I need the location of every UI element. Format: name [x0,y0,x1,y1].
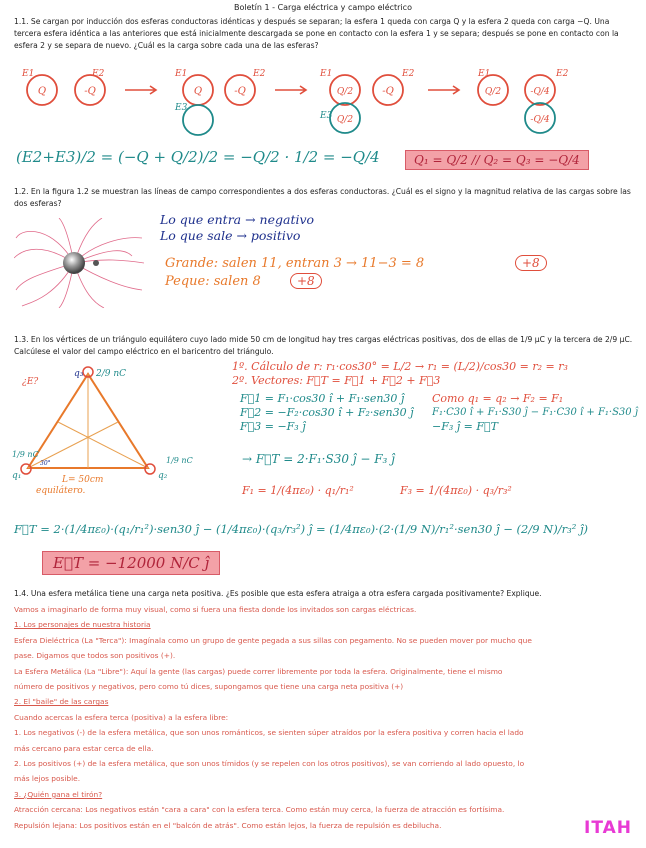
svg-text:E3: E3 [320,111,333,121]
svg-text:L= 50cm: L= 50cm [62,475,104,485]
answer-line: La Esfera Metálica (La "Libre"): Aquí la gente (las cargas) puede correr libremente por toda la esfera. Originalmente, tiene el mismo [14,666,503,676]
svg-text:Q: Q [193,86,203,97]
answer-line: Repulsión lejana: Los positivos están en el "balcón de atrás". Como están lejos, la fuerza de repulsión es debilucha. [14,820,442,830]
svg-text:E1: E1 [175,69,188,79]
svg-text:2/9 nC: 2/9 nC [96,369,127,379]
answer-line: Atracción cercana: Los negativos están "cara a cara" con la esfera terca. Como están muy cerca, la fuerza de atracción es fortísima. [14,805,505,815]
question-1-3: 1.3. En los vértices de un triángulo equilátero cuyo lado mide 50 cm de longitud hay tres cargas eléctricas positivas, dos de ellas de 1/9 µC y la tercera de 2/9 µC. Calcúlese el valor del campo eléctrico en el baricentro del triángulo. [14,335,633,356]
vector-f3: F⃗3 = −F₃ ĵ [240,420,306,433]
label-e1: E1 [22,69,35,79]
rule-block [160,212,314,244]
step-1: 1º. Cálculo de r: r₁·cos30° = L/2 → r₁ = (L/2)/cos30 = r₂ = r₃ [232,360,568,373]
vector-f1: F⃗1 = F₁·cos30 î + F₁·sen30 ĵ [240,392,405,405]
grande-result: +8 [515,255,547,271]
svg-text:E2: E2 [253,69,266,79]
svg-text:Q: Q [37,86,47,97]
sum-line-2: −F₃ ĵ = F⃗T [432,420,498,433]
answer-line: 2. El "baile" de las cargas [14,697,109,707]
svg-text:Q/2: Q/2 [336,87,354,97]
peque-line: Peque: salen 8 [165,274,261,289]
grande-line: Grande: salen 11, entran 3 → 11−3 = 8 [165,256,425,271]
large-sphere [63,252,85,274]
svg-text:q₁: q₁ [12,471,22,481]
rule-positive: Lo que sale → positivo [160,228,301,243]
como-line: Como q₁ = q₂ → F₂ = F₁ [432,392,564,405]
svg-text:-Q: -Q [84,86,96,97]
brand-logo: ITAH [584,818,632,838]
question-1-1: 1.1. Se cargan por inducción dos esferas conductoras idénticas y después se separan; la esfera 1 queda con carga Q y la esfera 2 queda con carga −Q. Una tercera esfera idéntica a las anteriores que está inicialmente descargada se pone en contacto con la esfera 1 y se separa; después se pone en contacto con la esfera 2 y se separa de nuevo. ¿Cuál es la carga sobre cada una de las esferas? [14,17,619,50]
result-1-1: Q₁ = Q/2 // Q₂ = Q₃ = −Q/4 [405,150,589,170]
triangle-diagram [10,362,225,497]
answer-line: más lejos posible. [14,774,81,784]
f1-formula: F₁ = 1/(4πε₀) · q₁/r₁² [242,484,354,497]
f3-formula: F₃ = 1/(4πε₀) · q₃/r₃² [400,484,512,497]
question-1-2: 1.2. En la figura 1.2 se muestran las líneas de campo correspondientes a dos esferas conductoras. ¿Cuál es el signo y la magnitud relativa de las cargas sobre las dos esferas? [14,187,631,208]
vector-list [240,392,414,434]
answer-line: más cercano para estar cerca de ella. [14,743,154,753]
answer-line: pase. Digamos que todos son positivos (+). [14,651,176,661]
svg-text:E1: E1 [320,69,333,79]
svg-text:equilátero.: equilátero. [36,486,86,496]
final-expression: F⃗T = 2·(1/4πε₀)·(q₁/r₁²)·sen30 ĵ − (1/4πε₀)·(q₃/r₃²) ĵ = (1/4πε₀)·(2·(1/9 N)/r₁²·sen30 ĵ − (2/9 N)/r₃² ĵ) [14,522,589,536]
step-2: 2º. Vectores: F⃗T = F⃗1 + F⃗2 + F⃗3 [232,374,441,387]
solution-1-3 [232,360,642,388]
svg-text:E1: E1 [478,69,491,79]
ft-line: → F⃗T = 2·F₁·S30 ĵ − F₃ ĵ [242,452,395,466]
answer-line: número de positivos y negativos, pero como tú dices, supongamos que tiene una carga neta positiva (+) [14,682,404,692]
answer-line: Vamos a imaginarlo de forma muy visual, como si fuera una fiesta donde los invitados son cargas eléctricas. [14,605,417,614]
svg-text:-Q/4: -Q/4 [530,115,550,125]
sum-line-1: F₁·C30 î + F₁·S30 ĵ − F₁·C30 î + F₁·S30 ĵ [432,407,638,418]
field-lines-figure [14,218,144,308]
answer-line: 1. Los negativos (-) de la esfera metálica, que son unos románticos, se sienten súper atraídos por la esfera positiva y corren hacia el lado [14,728,524,738]
svg-text:30°: 30° [40,460,51,467]
svg-text:¿E?: ¿E? [22,377,39,387]
svg-text:q₃: q₃ [74,369,84,379]
document-title: Boletín 1 - Carga eléctrica y campo eléctrico [234,3,412,12]
result-1-3: E⃗T = −12000 N/C ĵ [42,551,220,575]
label-e2: E2 [92,69,105,79]
svg-text:1/9 nC: 1/9 nC [12,450,39,459]
svg-text:-Q/4: -Q/4 [530,87,550,97]
vector-f2: F⃗2 = −F₂·cos30 î + F₂·sen30 ĵ [240,406,414,419]
question-1-4: 1.4. Una esfera metálica tiene una carga neta positiva. ¿Es posible que esta esfera atraiga a otra esfera cargada positivamente? Explique. [14,589,542,598]
svg-text:E2: E2 [402,69,415,79]
svg-text:-Q: -Q [382,86,394,97]
sum-block [432,392,638,434]
peque-result: +8 [290,273,322,289]
answer-line: Esfera Dieléctrica (La "Terca"): Imagínala como un grupo de gente pegada a sus sillas con pegamento. No se pueden mover por mucho que [14,635,532,645]
svg-text:1/9 nC: 1/9 nC [166,456,193,465]
small-sphere [93,260,99,266]
svg-text:Q/2: Q/2 [484,87,502,97]
induction-diagram [0,60,646,140]
answer-line: 2. Los positivos (+) de la esfera metálica, que son unos tímidos (y se repelen con los otros positivos), se van corriendo al lado opuesto, lo [14,759,525,769]
svg-text:Q/2: Q/2 [336,115,354,125]
svg-text:E3: E3 [175,103,188,113]
svg-text:E2: E2 [556,69,569,79]
rule-negative: Lo que entra → negativo [160,212,315,227]
answer-line: Cuando acercas la esfera terca (positiva) a la esfera libre: [14,712,229,722]
svg-text:q₂: q₂ [158,471,168,481]
answer-line: 3. ¿Quién gana el tirón? [14,789,103,799]
equation-1-1: (E2+E3)/2 = (−Q + Q/2)/2 = −Q/2 · 1/2 = −Q/4 [16,148,380,166]
answer-line: 1. Los personajes de nuestra historia [14,620,151,630]
svg-text:-Q: -Q [234,86,246,97]
answer-1-4 [14,602,636,833]
